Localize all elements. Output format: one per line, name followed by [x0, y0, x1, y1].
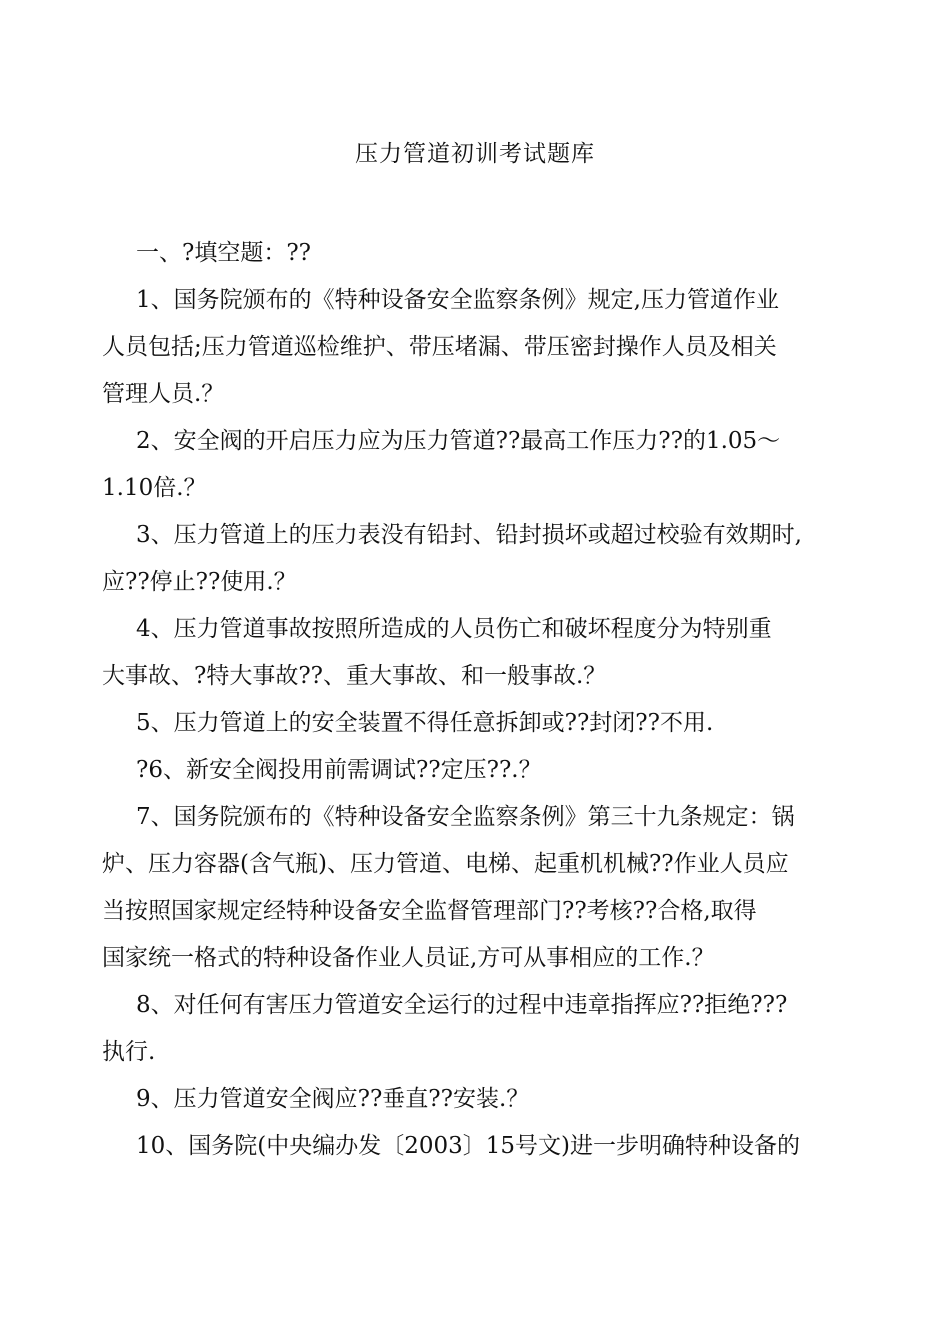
- question-6: [102, 747, 862, 794]
- text-line: 5、压力管道上的安全装置不得任意拆卸或??封闭??不用.: [136, 710, 714, 736]
- text-line: 执行.: [102, 1039, 156, 1065]
- text-line: 管理人员.？: [102, 381, 225, 407]
- text-line: 大事故、?特大事故??、重大事故、和一般事故.？: [102, 663, 607, 689]
- text-line: 9、压力管道安全阀应??垂直??安装.？: [136, 1086, 530, 1112]
- text-line: 8、对任何有害压力管道安全运行的过程中违章指挥应??拒绝???: [136, 992, 788, 1018]
- question-9: [102, 1076, 862, 1123]
- text-line: 1、国务院颁布的《特种设备安全监察条例》规定,压力管道作业: [136, 287, 779, 313]
- section-heading: 一、?填空题：??: [136, 240, 311, 266]
- text-line: 4、压力管道事故按照所造成的人员伤亡和破坏程度分为特别重: [136, 616, 772, 642]
- question-2: [102, 418, 862, 512]
- text-line: ?6、新安全阀投用前需调试??定压??.？: [136, 757, 542, 783]
- question-3: [102, 512, 862, 606]
- text-line: 1.10倍.？: [102, 475, 207, 501]
- question-1: [102, 277, 862, 418]
- document-title: 压力管道初训考试题库: [355, 141, 595, 167]
- text-line: 3、压力管道上的压力表没有铅封、铅封损坏或超过校验有效期时,: [136, 522, 802, 548]
- question-4: [102, 606, 862, 700]
- text-line: 国家统一格式的特种设备作业人员证,方可从事相应的工作.？: [102, 945, 715, 971]
- text-line: 人员包括;压力管道巡检维护、带压堵漏、带压密封操作人员及相关: [102, 334, 777, 360]
- question-10: [102, 1123, 862, 1170]
- question-5: [102, 700, 862, 747]
- text-line: 应??停止??使用.？: [102, 569, 297, 595]
- question-7: [102, 794, 862, 982]
- text-line: 当按照国家规定经特种设备安全监督管理部门??考核??合格,取得: [102, 898, 757, 924]
- text-line: 炉、压力容器(含气瓶)、压力管道、电梯、起重机机械??作业人员应: [102, 851, 789, 877]
- text-line: 7、国务院颁布的《特种设备安全监察条例》第三十九条规定：锅: [136, 804, 795, 830]
- document-body: [102, 230, 862, 1170]
- text-line: 10、国务院(中央编办发〔2003〕15号文)进一步明确特种设备的: [136, 1133, 801, 1159]
- text-line: 2、安全阀的开启压力应为压力管道??最高工作压力??的1.05～: [136, 428, 781, 454]
- question-8: [102, 982, 862, 1076]
